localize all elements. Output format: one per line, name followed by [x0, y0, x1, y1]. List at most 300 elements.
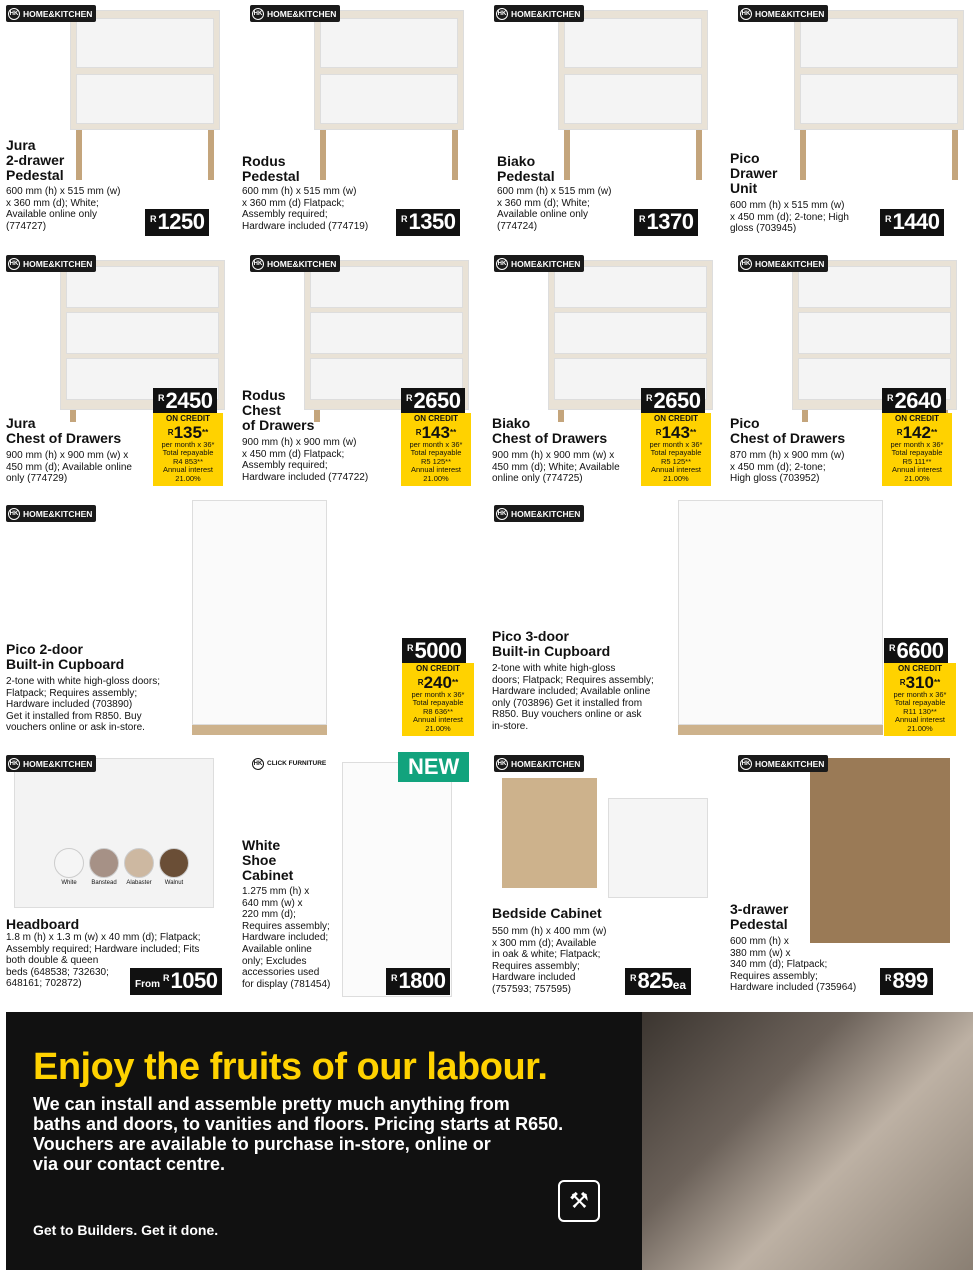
credit-total: R5 125** — [420, 456, 452, 466]
price-tag — [880, 968, 933, 995]
product-title — [242, 154, 300, 184]
price-amount: 5000 — [414, 638, 462, 663]
product-description-line: 2-tone with white high-gloss doors; — [6, 676, 160, 687]
brand-badge — [494, 505, 584, 522]
credit-total: R5 125** — [660, 456, 692, 466]
brand-logo-icon: HK — [252, 758, 264, 770]
product-description-line: 900 mm (h) x 900 mm (w) x — [492, 450, 615, 461]
product-description — [492, 663, 654, 733]
product-description-line: Requires assembly; — [492, 960, 580, 972]
credit-interest: 21.00% — [175, 473, 201, 483]
credit-superscript: ** — [933, 677, 941, 687]
credit-interest_label: Annual interest — [894, 715, 946, 724]
product-description-line: 1.275 mm (h) x — [242, 886, 310, 897]
product-description — [730, 936, 856, 994]
product-title — [242, 388, 314, 433]
credit-interest_label: Annual interest — [412, 715, 464, 724]
credit-monthly-amount: 143 — [421, 422, 450, 442]
product-description-line: R850. Buy vouchers online or ask — [492, 709, 642, 721]
credit-currency: R — [899, 677, 906, 687]
product-description-line: Available online — [242, 943, 312, 955]
brand-logo-icon: HK — [740, 8, 752, 20]
product-title-line: Pico 2-door — [6, 641, 84, 657]
price-amount: 1350 — [408, 209, 456, 234]
price-amount: 825 — [637, 968, 673, 993]
furniture-leg — [952, 130, 958, 180]
drawer-front — [554, 266, 707, 308]
price-tag — [625, 968, 691, 995]
credit-monthly-amount: 143 — [661, 422, 690, 442]
price-tag — [402, 638, 466, 665]
product-description — [242, 186, 368, 232]
credit-term: per month x 36* — [161, 439, 215, 449]
credit-term: per month x 36* — [409, 439, 463, 449]
price-currency: R — [158, 393, 165, 403]
credit-interest_label: Annual interest — [162, 465, 214, 474]
product-description-line: Hardware included (703890) — [6, 699, 133, 711]
price-amount: 1370 — [646, 209, 694, 234]
drawer-front — [798, 312, 951, 354]
price-currency: R — [401, 214, 408, 224]
credit-term: per month x 36* — [890, 439, 944, 449]
credit-total: R11 130** — [903, 706, 937, 716]
price-currency: R — [150, 214, 157, 224]
product-description-line: Assembly required; — [242, 460, 328, 472]
credit-monthly — [403, 424, 469, 441]
product-description-line: 2-tone with white high-gloss — [492, 663, 616, 674]
credit-interest: 21.00% — [663, 473, 689, 483]
brand-name: HOME&KITCHEN — [23, 758, 93, 769]
price-amount: 899 — [892, 968, 928, 993]
product-description-line: 600 mm (h) x 515 mm (w) — [730, 200, 845, 211]
furniture-leg — [800, 130, 806, 180]
wardrobe-body — [678, 500, 883, 725]
credit-interest: 21.00% — [904, 473, 930, 483]
swatch-label: Walnut — [164, 880, 184, 886]
product-description-line: (774727) — [6, 220, 47, 232]
product-description-line: only; Excludes — [242, 955, 307, 967]
product-title-line: 2-drawer — [6, 152, 65, 168]
price-tag — [880, 209, 944, 236]
credit-term: per month x 36* — [411, 689, 465, 699]
credit-currency: R — [417, 677, 424, 687]
credit-interest: 21.00% — [423, 473, 449, 483]
product-description-line: 220 mm (d); — [242, 909, 296, 921]
brand-badge — [6, 5, 96, 22]
credit-interest_label: Annual interest — [650, 465, 702, 474]
brand-logo-icon: HK — [8, 258, 20, 270]
brand-name: HOME&KITCHEN — [511, 508, 581, 519]
product-description-line: 340 mm (d); Flatpack; — [730, 959, 828, 971]
credit-monthly — [884, 424, 950, 441]
drawer-front — [76, 74, 214, 124]
product-title — [6, 416, 121, 446]
product-description — [6, 450, 132, 485]
product-title-line: Pico — [730, 415, 760, 431]
credit-monthly-amount: 240 — [423, 672, 452, 692]
product-title-line: Rodus — [242, 153, 286, 169]
brand-badge — [250, 755, 330, 772]
product-description-line: 450 mm (d); White; Available — [492, 461, 620, 473]
product-description-line: doors; Flatpack; Requires assembly; — [492, 674, 654, 686]
credit-superscript: ** — [449, 427, 457, 437]
brand-name: HOME&KITCHEN — [267, 8, 337, 19]
product-title — [730, 151, 777, 196]
product-description-line: 600 mm (h) x 515 mm (w) — [242, 186, 357, 197]
credit-total_label: Total repayable — [891, 448, 943, 457]
product-description — [492, 926, 606, 996]
drawer-front — [320, 18, 458, 68]
product-description-line: Hardware included (774719) — [242, 220, 369, 232]
credit-monthly-amount: 135 — [173, 422, 202, 442]
credit-monthly-amount: 310 — [905, 672, 934, 692]
product-title-line: Shoe — [242, 852, 277, 868]
wardrobe-body — [192, 500, 327, 725]
product-description-line: accessories used — [242, 967, 320, 979]
wrench-hand-icon: ⚒ — [558, 1180, 600, 1222]
credit-box — [641, 413, 711, 486]
brand-badge — [738, 5, 828, 22]
price-tag — [634, 209, 698, 236]
product-title — [730, 902, 788, 932]
credit-currency: R — [655, 427, 662, 437]
credit-box — [153, 413, 223, 486]
price-currency: R — [887, 393, 894, 403]
product-title-line: Jura — [6, 415, 36, 431]
product-description-line: Available online only — [497, 209, 588, 221]
drawer-front — [66, 312, 219, 354]
price-currency: R — [639, 214, 646, 224]
price-currency: R — [406, 393, 413, 403]
furniture-leg — [208, 130, 214, 180]
product-description-line: Requires assembly; — [730, 970, 818, 982]
credit-box — [401, 413, 471, 486]
product-description — [730, 450, 844, 485]
product-description-line: 600 mm (h) x — [730, 936, 789, 947]
credit-currency: R — [167, 427, 174, 437]
product-description-line: both double & queen — [6, 955, 99, 967]
product-description-line: for display (781454) — [242, 978, 331, 990]
brand-logo-icon: HK — [8, 8, 20, 20]
installer-photo — [642, 1012, 973, 1270]
credit-total_label: Total repayable — [162, 448, 214, 457]
product-description-line: High gloss (703952) — [730, 473, 820, 485]
credit-total: R5 111** — [902, 456, 932, 466]
product-description — [6, 186, 120, 232]
drawer-front — [76, 18, 214, 68]
product-title-line: Bedside Cabinet — [492, 905, 602, 921]
product-description-line: 600 mm (h) x 515 mm (w) — [6, 186, 121, 197]
brand-name: CLICK FURNITURE — [267, 760, 327, 767]
product-description-line: x 450 mm (d) Flatpack; — [242, 448, 345, 460]
drawer-front — [310, 266, 463, 308]
product-title — [497, 154, 555, 184]
swatch-label: Alabaster — [126, 880, 152, 886]
price-tag — [153, 388, 217, 415]
banner-tagline: Get to Builders. Get it done. — [33, 1222, 219, 1238]
brand-badge — [250, 5, 340, 22]
credit-superscript: ** — [930, 427, 938, 437]
price-tag — [882, 388, 946, 415]
product-description-line: Hardware included (774722) — [242, 471, 369, 483]
brand-name: HOME&KITCHEN — [23, 8, 93, 19]
drawer-front — [310, 312, 463, 354]
brand-name: HOME&KITCHEN — [755, 258, 825, 269]
product-title-line: Built-in Cupboard — [492, 643, 611, 659]
product-title-line: Chest of Drawers — [6, 430, 122, 446]
banner-headline: Enjoy the fruits of our labour. — [33, 1046, 548, 1088]
brand-badge — [494, 755, 584, 772]
credit-currency: R — [415, 427, 422, 437]
product-title — [492, 906, 602, 921]
new-badge: NEW — [398, 752, 469, 782]
product-description-line: only (774729) — [6, 473, 68, 485]
product-title-line: Drawer — [730, 165, 778, 181]
product-description-line: 640 mm (w) x — [242, 897, 303, 909]
product-description — [242, 437, 368, 483]
credit-label: ON CREDIT — [414, 414, 458, 423]
product-title-line: Headboard — [6, 916, 80, 932]
product-title-line: Biako — [492, 415, 531, 431]
swatch-label: White — [61, 880, 77, 886]
product-description-line: x 360 mm (d) Flatpack; — [242, 197, 345, 209]
brand-name: HOME&KITCHEN — [511, 758, 581, 769]
credit-box — [402, 663, 474, 736]
credit-total_label: Total repayable — [410, 448, 462, 457]
oak-bedside — [502, 778, 597, 888]
price-amount: 2650 — [653, 388, 701, 413]
credit-label: ON CREDIT — [166, 414, 210, 423]
product-title-line: Unit — [730, 180, 758, 196]
furniture-leg — [564, 130, 570, 180]
credit-monthly-amount: 142 — [902, 422, 931, 442]
brand-logo-icon: HK — [252, 8, 264, 20]
white-bedside — [608, 798, 708, 898]
product-description-line: Flatpack; Requires assembly; — [6, 687, 138, 699]
brand-name: HOME&KITCHEN — [755, 8, 825, 19]
credit-superscript: ** — [451, 677, 459, 687]
product-description-line: x 450 mm (d); 2-tone; — [730, 461, 826, 473]
brand-badge — [494, 5, 584, 22]
brand-logo-icon: HK — [496, 258, 508, 270]
product-description-line: only (703896) Get it installed from — [492, 697, 643, 709]
credit-superscript: ** — [201, 427, 209, 437]
product-title-line: Built-in Cupboard — [6, 656, 125, 672]
color-swatch[interactable] — [54, 848, 84, 878]
brand-name: HOME&KITCHEN — [267, 258, 337, 269]
price-amount: 6600 — [896, 638, 944, 663]
product-title-line: Chest of Drawers — [730, 430, 846, 446]
product-title-line: 3-drawer — [730, 901, 789, 917]
brand-name: HOME&KITCHEN — [23, 258, 93, 269]
brand-logo-icon: HK — [496, 758, 508, 770]
price-currency: R — [163, 973, 170, 983]
credit-total_label: Total repayable — [412, 698, 464, 707]
wardrobe-base — [192, 725, 327, 735]
brand-name: HOME&KITCHEN — [23, 508, 93, 519]
product-description-line: x 360 mm (d); White; — [497, 197, 590, 209]
credit-label: ON CREDIT — [654, 414, 698, 423]
price-currency: R — [391, 973, 398, 983]
price-tag — [641, 388, 705, 415]
credit-label: ON CREDIT — [898, 664, 942, 673]
product-title-line: Pedestal — [497, 168, 555, 184]
brand-badge — [738, 755, 828, 772]
credit-box — [884, 663, 956, 736]
product-description-line: Requires assembly; — [242, 920, 330, 932]
product-title-line: Pedestal — [6, 167, 64, 183]
brand-badge — [6, 755, 96, 772]
credit-total_label: Total repayable — [894, 698, 946, 707]
product-description-line: Assembly required; Hardware included; Fits — [6, 943, 200, 955]
product-description — [497, 186, 611, 232]
color-swatch[interactable] — [159, 848, 189, 878]
product-description-line: vouchers online or ask in-store. — [6, 722, 145, 734]
brand-badge — [738, 255, 828, 272]
drawer-front — [798, 266, 951, 308]
price-tag — [386, 968, 450, 995]
product-title-line: Rodus — [242, 387, 286, 403]
product-description-line: 380 mm (w) x — [730, 947, 791, 959]
swatch-label: Banstead — [91, 880, 117, 886]
credit-label: ON CREDIT — [416, 664, 460, 673]
credit-box — [882, 413, 952, 486]
product-description-line: x 450 mm (d); 2-tone; High — [730, 211, 849, 223]
product-description-line: in oak & white; Flatpack; — [492, 949, 601, 961]
product-title-line: Cabinet — [242, 867, 294, 883]
credit-monthly — [404, 674, 472, 691]
banner-body — [33, 1094, 593, 1174]
product-title — [242, 838, 293, 883]
price-currency: R — [889, 643, 896, 653]
brand-badge — [6, 505, 96, 522]
product-description-line: (774724) — [497, 220, 538, 232]
drawer-front — [66, 266, 219, 308]
drawer-front — [320, 74, 458, 124]
product-title-line: Pico 3-door — [492, 628, 570, 644]
product-title — [6, 642, 124, 672]
brand-logo-icon: HK — [740, 758, 752, 770]
product-description-line: Assembly required; — [242, 209, 328, 221]
color-swatch[interactable] — [124, 848, 154, 878]
product-description-line: Hardware included — [492, 972, 576, 984]
product-description — [6, 676, 160, 734]
banner-body-line: baths and doors, to vanities and floors. Pricing starts at R650. — [33, 1114, 564, 1134]
product-description — [492, 450, 620, 485]
furniture-leg — [452, 130, 458, 180]
product-description-line: in-store. — [492, 720, 529, 732]
brand-badge — [6, 255, 96, 272]
banner-body-line: via our contact centre. — [33, 1154, 226, 1174]
drawer-front — [564, 74, 702, 124]
credit-currency: R — [896, 427, 903, 437]
price-tag — [145, 209, 209, 236]
product-description-line: gloss (703945) — [730, 223, 797, 235]
product-title-line: Biako — [497, 153, 536, 169]
product-description-line: 900 mm (h) x 900 mm (w) x — [6, 450, 129, 461]
product-description-line: (757593; 757595) — [492, 983, 571, 995]
credit-superscript: ** — [689, 427, 697, 437]
furniture-leg — [76, 130, 82, 180]
product-description-line: Get it installed from R850. Buy — [6, 710, 142, 722]
brand-logo-icon: HK — [8, 758, 20, 770]
product-description-line: 870 mm (h) x 900 mm (w) — [730, 450, 845, 461]
price-amount: 2650 — [413, 388, 461, 413]
product-description-line: Hardware included (735964) — [730, 982, 857, 994]
product-description-line: 648161; 702872) — [6, 978, 82, 990]
credit-term: per month x 36* — [893, 689, 947, 699]
credit-interest_label: Annual interest — [891, 465, 943, 474]
services-banner — [6, 1012, 973, 1270]
drawer-front — [554, 312, 707, 354]
product-title-line: Pico — [730, 150, 760, 166]
product-description-line: x 300 mm (d); Available — [492, 937, 597, 949]
price-amount: 2640 — [894, 388, 942, 413]
brand-name: HOME&KITCHEN — [511, 8, 581, 19]
price-tag — [884, 638, 948, 665]
drawer-front — [800, 74, 958, 124]
brand-logo-icon: HK — [252, 258, 264, 270]
product-title — [730, 416, 845, 446]
product-title-line: White — [242, 837, 281, 853]
brand-name: HOME&KITCHEN — [511, 258, 581, 269]
brand-badge — [250, 255, 340, 272]
credit-monthly — [155, 424, 221, 441]
credit-interest: 21.00% — [907, 723, 933, 733]
product-title — [492, 416, 607, 446]
price-currency: R — [407, 643, 414, 653]
product-title — [6, 917, 79, 932]
price-suffix: ea — [672, 978, 687, 992]
price-tag — [401, 388, 465, 415]
product-title — [492, 629, 610, 659]
product-description-line: Hardware included; Available online — [492, 686, 651, 698]
price-amount: 1800 — [398, 968, 446, 993]
furniture-leg — [320, 130, 326, 180]
credit-label: ON CREDIT — [895, 414, 939, 423]
product-description-line: Hardware included; — [242, 932, 329, 944]
product-title-line: of Drawers — [242, 417, 315, 433]
product-description-line: 1.8 m (h) x 1.3 m (w) x 40 mm (d); Flatpack; — [6, 932, 201, 943]
price-tag — [130, 968, 222, 995]
banner-body-line: Vouchers are available to purchase in-store, online or — [33, 1134, 491, 1154]
credit-total: R8 636** — [422, 706, 454, 716]
product-description-line: Available online only — [6, 209, 97, 221]
color-swatch[interactable] — [89, 848, 119, 878]
price-amount: 1440 — [892, 209, 940, 234]
price-currency: R — [646, 393, 653, 403]
product-description-line: x 360 mm (d); White; — [6, 197, 99, 209]
credit-term: per month x 36* — [649, 439, 703, 449]
brand-logo-icon: HK — [496, 508, 508, 520]
product-description — [242, 886, 330, 990]
product-title-line: Pedestal — [730, 916, 788, 932]
brand-logo-icon: HK — [740, 258, 752, 270]
product-description-line: 550 mm (h) x 400 mm (w) — [492, 926, 607, 937]
drawer-front — [800, 18, 958, 68]
product-title-line: Chest of Drawers — [492, 430, 608, 446]
pedestal-body — [810, 758, 950, 943]
price-tag — [396, 209, 460, 236]
price-amount: 2450 — [165, 388, 213, 413]
product-title — [6, 138, 64, 183]
brand-logo-icon: HK — [8, 508, 20, 520]
brand-logo-icon: HK — [496, 8, 508, 20]
brand-name: HOME&KITCHEN — [755, 758, 825, 769]
credit-total: R4 853** — [172, 456, 204, 466]
product-description — [730, 200, 849, 235]
furniture-leg — [314, 410, 320, 422]
